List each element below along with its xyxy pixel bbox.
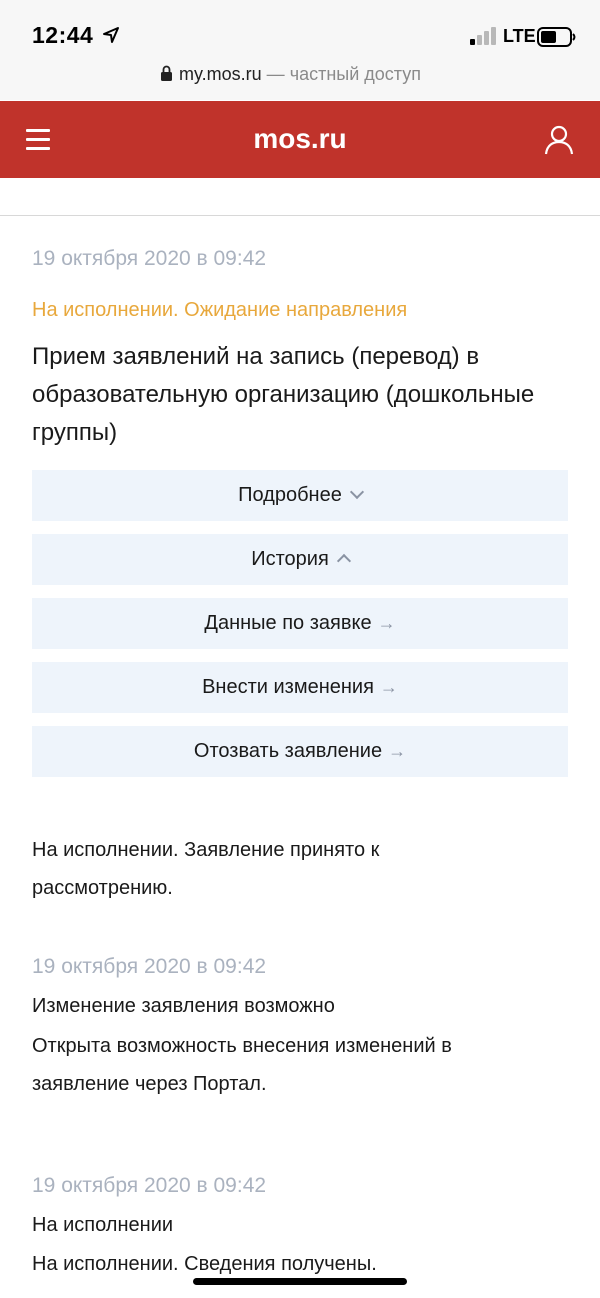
url-separator: — (261, 64, 290, 84)
status-bar (0, 0, 600, 60)
make-changes-button-label: Внести изменения (202, 676, 374, 698)
details-button[interactable] (32, 470, 568, 521)
chevron-down-icon (350, 485, 364, 499)
home-indicator (193, 1278, 407, 1285)
signal-icon (470, 27, 498, 45)
application-data-button-label: Данные по заявке (204, 612, 372, 634)
withdraw-application-button[interactable] (32, 726, 568, 777)
history-entry-text: На исполнении. Сведения получены. (32, 1253, 377, 1275)
withdraw-application-button-label: Отозвать заявление (193, 740, 383, 762)
history-button-label: История (251, 548, 329, 570)
history-entry-text: На исполнении. Заявление принято к рассмотрению. (32, 839, 380, 899)
history-entry-date: 19 октября 2020 в 09:42 (32, 1174, 267, 1197)
site-logo[interactable]: mos.ru (253, 123, 347, 154)
make-changes-button[interactable] (32, 662, 568, 713)
history-button[interactable] (32, 534, 568, 585)
arrow-right-icon: → (379, 677, 398, 697)
chevron-up-icon (337, 554, 351, 568)
history-entry-title: Изменение заявления возможно (32, 995, 335, 1017)
lock-icon (160, 65, 173, 81)
history-entry-date: 19 октября 2020 в 09:42 (32, 955, 267, 978)
arrow-right-icon: → (388, 741, 407, 761)
arrow-right-icon: → (377, 613, 396, 633)
application-date: 19 октября 2020 в 09:42 (32, 247, 267, 270)
battery-icon (537, 27, 577, 47)
application-data-button[interactable] (32, 598, 568, 649)
url-access-text: частный доступ (289, 64, 421, 84)
section-divider (0, 215, 600, 216)
site-header (0, 101, 600, 178)
url-bar[interactable] (0, 60, 600, 100)
status-time: 12:44 (32, 22, 94, 48)
application-status: На исполнении. Ожидание направления (32, 299, 408, 321)
application-title: Прием заявлений на запись (перевод) в образовательную организацию (дошкольные группы) (32, 343, 535, 446)
history-entry-text: Открыта возможность внесения изменений в заявление через Портал. (32, 1035, 452, 1095)
history-entry-title: На исполнении (32, 1214, 174, 1236)
user-profile-icon[interactable] (544, 125, 574, 155)
details-button-label: Подробнее (238, 484, 342, 506)
url-domain: my.mos.ru (179, 64, 262, 84)
network-type: LTE (503, 26, 536, 46)
location-arrow-icon (102, 26, 120, 44)
